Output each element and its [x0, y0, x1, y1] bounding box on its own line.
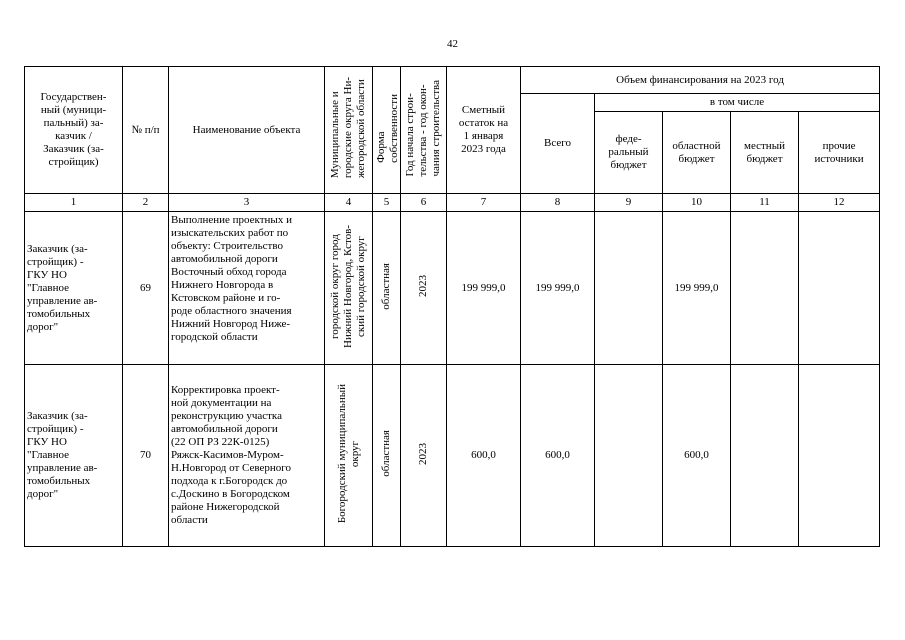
- row-federal: [595, 365, 663, 547]
- header-object-name: Наименование объекта: [169, 67, 325, 194]
- row-object: Корректировка проект- ной документации на реконструкцию участка автомобильной дороги (22 ОП РЗ 22К-0125) Ряжск-Касимов-Муром- Н.Новгород от Северного подхода к г.Богородск до с.Доскино в Богородском районе Нижегородской области: [169, 365, 325, 547]
- header-customer: Государствен- ный (муници- пальный) за- казчик / Заказчик (за- стройщик): [25, 67, 123, 194]
- header-local: местный бюджет: [731, 112, 799, 194]
- header-municipal: [325, 67, 373, 194]
- col-number: 11: [731, 194, 799, 212]
- header-total: Всего: [521, 94, 595, 194]
- col-number: 3: [169, 194, 325, 212]
- header-years: [401, 67, 447, 194]
- row-ownership: [373, 212, 401, 365]
- row-ownership-text: областная: [380, 262, 392, 310]
- col-number: 10: [663, 194, 731, 212]
- header-num: № п/п: [123, 67, 169, 194]
- row-regional: 600,0: [663, 365, 731, 547]
- table-row: [25, 212, 880, 365]
- row-total: 600,0: [521, 365, 595, 547]
- row-object: Выполнение проектных и изыскательских работ по объекту: Строительство автомобильной дороги Восточный обход города Нижнего Новгорода в Кстовском районе и го- роде областного значения Нижний Новгород Ниже- городской области: [169, 212, 325, 365]
- row-num: 70: [123, 365, 169, 547]
- col-number: 9: [595, 194, 663, 212]
- row-municipal: [325, 365, 373, 547]
- row-years-text: 2023: [417, 275, 429, 297]
- row-municipal-text: Богородский муниципальный округ: [335, 383, 361, 524]
- col-number: 8: [521, 194, 595, 212]
- col-number: 12: [799, 194, 880, 212]
- col-number: 5: [373, 194, 401, 212]
- row-ownership-text: областная: [380, 430, 392, 477]
- row-federal: [595, 212, 663, 365]
- col-number: 4: [325, 194, 373, 212]
- table-row: [25, 365, 880, 547]
- row-years: [401, 365, 447, 547]
- header-ownership: [373, 67, 401, 194]
- header-years-text: Год начала строи- тельства - год окон- чания строительства: [404, 79, 442, 177]
- header-ownership-text: Форма собственности: [375, 93, 400, 163]
- page-number: 42: [447, 38, 458, 50]
- column-numbers-row: [25, 194, 880, 212]
- row-years-text: 2023: [417, 442, 429, 465]
- header-financing: Объем финансирования на 2023 год: [521, 67, 880, 94]
- row-regional: 199 999,0: [663, 212, 731, 365]
- row-estimated: 199 999,0: [447, 212, 521, 365]
- row-other: [799, 212, 880, 365]
- row-total: 199 999,0: [521, 212, 595, 365]
- col-number: 6: [401, 194, 447, 212]
- row-ownership: [373, 365, 401, 547]
- row-customer: Заказчик (за- стройщик) - ГКУ НО "Главное управление ав- томобильных дорог": [25, 212, 123, 365]
- row-municipal: [325, 212, 373, 365]
- col-number: 1: [25, 194, 123, 212]
- row-num: 69: [123, 212, 169, 365]
- row-years: [401, 212, 447, 365]
- row-other: [799, 365, 880, 547]
- financing-table: [24, 66, 880, 547]
- row-local: [731, 365, 799, 547]
- header-federal: феде- ральный бюджет: [595, 112, 663, 194]
- header-regional: областной бюджет: [663, 112, 731, 194]
- row-estimated: 600,0: [447, 365, 521, 547]
- header-estimated: Сметный остаток на 1 января 2023 года: [447, 67, 521, 194]
- col-number: 2: [123, 194, 169, 212]
- header-other: прочие источники: [799, 112, 880, 194]
- col-number: 7: [447, 194, 521, 212]
- row-local: [731, 212, 799, 365]
- row-municipal-text: городской округ город Нижний Новгород, Кстов- ский городской округ: [329, 224, 367, 348]
- header-including: в том числе: [595, 94, 880, 112]
- row-customer: Заказчик (за- стройщик) - ГКУ НО "Главное управление ав- томобильных дорог": [25, 365, 123, 547]
- header-municipal-text: Муниципальные и городские округа Ни- жегородской области: [329, 77, 367, 179]
